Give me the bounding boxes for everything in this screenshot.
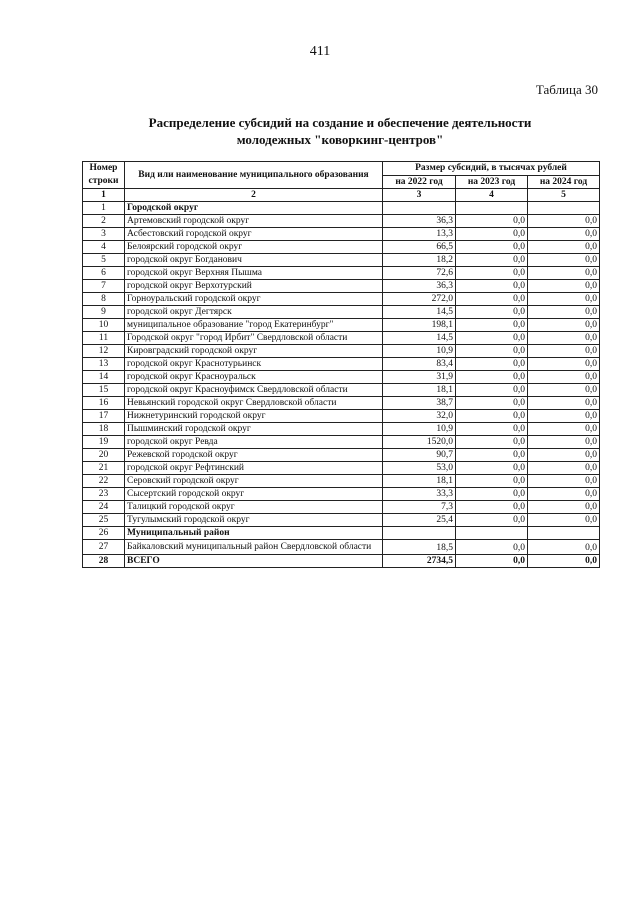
table-row	[83, 423, 600, 436]
value-2024: 0,0	[528, 254, 600, 267]
column-number: 4	[456, 189, 528, 202]
municipality-name: городской округ Верхотурский	[125, 280, 383, 293]
value-2023: 0,0	[456, 228, 528, 241]
value-2022: 36,3	[383, 215, 456, 228]
value-2022: 14,5	[383, 332, 456, 345]
value-2023: 0,0	[456, 358, 528, 371]
empty-cell	[456, 527, 528, 540]
page-number: 411	[309, 44, 331, 59]
row-number: 21	[83, 462, 125, 475]
municipality-name: городской округ Ревда	[125, 436, 383, 449]
column-number-row	[83, 189, 600, 202]
row-number: 19	[83, 436, 125, 449]
value-2023: 0,0	[456, 423, 528, 436]
row-number: 25	[83, 514, 125, 527]
value-2024: 0,0	[528, 514, 600, 527]
value-2022: 18,1	[383, 384, 456, 397]
row-number: 23	[83, 488, 125, 501]
value-2023: 0,0	[456, 332, 528, 345]
value-2023: 0,0	[456, 371, 528, 384]
value-2022: 18,1	[383, 475, 456, 488]
value-2024: 0,0	[528, 501, 600, 514]
column-number: 1	[83, 189, 125, 202]
value-2024: 0,0	[528, 267, 600, 280]
value-2022: 10,9	[383, 345, 456, 358]
value-2024: 0,0	[528, 410, 600, 423]
table-row	[83, 514, 600, 527]
document-title	[60, 114, 620, 148]
municipality-name: муниципальное образование "город Екатеринбург"	[125, 319, 383, 332]
value-2022: 272,0	[383, 293, 456, 306]
value-2024: 0,0	[528, 306, 600, 319]
value-2022: 18,5	[383, 540, 456, 555]
value-2023: 0,0	[456, 215, 528, 228]
value-2023: 0,0	[456, 501, 528, 514]
row-number: 12	[83, 345, 125, 358]
value-2022: 72,6	[383, 267, 456, 280]
municipality-name: городской округ Красноуфимск Свердловской области	[125, 384, 383, 397]
municipality-name: городской округ Богданович	[125, 254, 383, 267]
municipality-name: городской округ Дегтярск	[125, 306, 383, 319]
column-number: 5	[528, 189, 600, 202]
value-2023: 0,0	[456, 436, 528, 449]
municipality-name: Белоярский городской округ	[125, 241, 383, 254]
value-2022: 33,3	[383, 488, 456, 501]
value-2023: 0,0	[456, 475, 528, 488]
header-subsidy: Размер субсидий, в тысячах рублей	[383, 162, 600, 176]
row-number: 14	[83, 371, 125, 384]
table-row	[83, 501, 600, 514]
value-2022: 198,1	[383, 319, 456, 332]
section-name: Муниципальный район	[125, 527, 383, 540]
table-row	[83, 449, 600, 462]
value-2022: 25,4	[383, 514, 456, 527]
value-2024: 0,0	[528, 345, 600, 358]
value-2023: 0,0	[456, 241, 528, 254]
row-number: 6	[83, 267, 125, 280]
value-2023: 0,0	[456, 397, 528, 410]
row-number: 18	[83, 423, 125, 436]
table-row	[83, 241, 600, 254]
municipality-name: городской округ Краснотурьинск	[125, 358, 383, 371]
value-2024: 0,0	[528, 462, 600, 475]
table-row	[83, 384, 600, 397]
row-number: 1	[83, 202, 125, 215]
municipality-name: Артемовский городской округ	[125, 215, 383, 228]
table-row-rayon	[83, 540, 600, 555]
header-name: Вид или наименование муниципального образования	[125, 162, 383, 189]
municipality-name: Режевской городской округ	[125, 449, 383, 462]
section-row-rayon	[83, 527, 600, 540]
table-header	[83, 162, 600, 202]
total-label: ВСЕГО	[125, 555, 383, 568]
value-2024: 0,0	[528, 423, 600, 436]
municipality-name: городской округ Рефтинский	[125, 462, 383, 475]
table-row	[83, 306, 600, 319]
value-2022: 7,3	[383, 501, 456, 514]
value-2023: 0,0	[456, 267, 528, 280]
table-row	[83, 488, 600, 501]
municipality-name: городской округ Верхняя Пышма	[125, 267, 383, 280]
municipality-name: городской округ Красноуральск	[125, 371, 383, 384]
municipality-name: Городской округ "город Ирбит" Свердловской области	[125, 332, 383, 345]
empty-cell	[528, 527, 600, 540]
municipality-name: Невьянский городской округ Свердловской области	[125, 397, 383, 410]
table-row	[83, 293, 600, 306]
municipality-name: Байкаловский муниципальный район Свердловской области	[125, 540, 383, 555]
value-2023: 0,0	[456, 410, 528, 423]
municipality-name: Пышминский городской округ	[125, 423, 383, 436]
value-2024: 0,0	[528, 332, 600, 345]
value-2024: 0,0	[528, 397, 600, 410]
subsidy-table	[82, 161, 600, 568]
value-2024: 0,0	[528, 475, 600, 488]
value-2022: 66,5	[383, 241, 456, 254]
value-2024: 0,0	[528, 540, 600, 555]
value-2022: 1520,0	[383, 436, 456, 449]
value-2024: 0,0	[528, 488, 600, 501]
total-2023: 0,0	[456, 555, 528, 568]
total-2022: 2734,5	[383, 555, 456, 568]
table-row	[83, 319, 600, 332]
municipality-name: Горноуральский городской округ	[125, 293, 383, 306]
row-number: 8	[83, 293, 125, 306]
row-number: 9	[83, 306, 125, 319]
table-row	[83, 371, 600, 384]
empty-cell	[383, 527, 456, 540]
municipality-name: Асбестовский городской округ	[125, 228, 383, 241]
row-number: 17	[83, 410, 125, 423]
table-row	[83, 358, 600, 371]
column-number: 3	[383, 189, 456, 202]
municipality-name: Тугулымский городской округ	[125, 514, 383, 527]
row-number: 3	[83, 228, 125, 241]
value-2022: 53,0	[383, 462, 456, 475]
column-number: 2	[125, 189, 383, 202]
value-2023: 0,0	[456, 514, 528, 527]
value-2023: 0,0	[456, 462, 528, 475]
value-2023: 0,0	[456, 540, 528, 555]
value-2024: 0,0	[528, 436, 600, 449]
value-2023: 0,0	[456, 293, 528, 306]
table-row	[83, 228, 600, 241]
value-2023: 0,0	[456, 488, 528, 501]
municipality-name: Талицкий городской округ	[125, 501, 383, 514]
value-2022: 90,7	[383, 449, 456, 462]
value-2024: 0,0	[528, 371, 600, 384]
row-number: 24	[83, 501, 125, 514]
total-2024: 0,0	[528, 555, 600, 568]
value-2024: 0,0	[528, 293, 600, 306]
table-row	[83, 475, 600, 488]
value-2023: 0,0	[456, 306, 528, 319]
table-row	[83, 332, 600, 345]
row-number: 15	[83, 384, 125, 397]
table-label: Таблица 30	[535, 82, 598, 97]
value-2022: 13,3	[383, 228, 456, 241]
table-row	[83, 410, 600, 423]
table-body	[83, 202, 600, 568]
row-number: 28	[83, 555, 125, 568]
empty-cell	[528, 202, 600, 215]
header-2024: на 2024 год	[528, 175, 600, 189]
value-2022: 36,3	[383, 280, 456, 293]
value-2024: 0,0	[528, 358, 600, 371]
header-2023: на 2023 год	[456, 175, 528, 189]
municipality-name: Нижнетуринский городской округ	[125, 410, 383, 423]
row-number: 7	[83, 280, 125, 293]
municipality-name: Кировградский городской округ	[125, 345, 383, 358]
row-number: 5	[83, 254, 125, 267]
value-2024: 0,0	[528, 241, 600, 254]
title-line-2: молодежных "коворкинг-центров"	[236, 132, 444, 147]
value-2023: 0,0	[456, 319, 528, 332]
row-number: 13	[83, 358, 125, 371]
value-2023: 0,0	[456, 254, 528, 267]
municipality-name: Серовский городской округ	[125, 475, 383, 488]
value-2023: 0,0	[456, 449, 528, 462]
row-number: 27	[83, 540, 125, 555]
value-2022: 18,2	[383, 254, 456, 267]
table-row	[83, 345, 600, 358]
value-2022: 38,7	[383, 397, 456, 410]
row-number: 20	[83, 449, 125, 462]
title-line-1: Распределение субсидий на создание и обеспечение деятельности	[148, 115, 532, 130]
header-2022: на 2022 год	[383, 175, 456, 189]
table-row	[83, 436, 600, 449]
section-row-okrug	[83, 202, 600, 215]
row-number: 16	[83, 397, 125, 410]
empty-cell	[383, 202, 456, 215]
row-number: 22	[83, 475, 125, 488]
total-row	[83, 555, 600, 568]
value-2023: 0,0	[456, 280, 528, 293]
value-2022: 83,4	[383, 358, 456, 371]
value-2024: 0,0	[528, 215, 600, 228]
value-2022: 14,5	[383, 306, 456, 319]
row-number: 10	[83, 319, 125, 332]
municipality-name: Сысертский городской округ	[125, 488, 383, 501]
row-number: 11	[83, 332, 125, 345]
row-number: 26	[83, 527, 125, 540]
table-row	[83, 280, 600, 293]
value-2022: 31,9	[383, 371, 456, 384]
table-row	[83, 254, 600, 267]
value-2023: 0,0	[456, 384, 528, 397]
table-row	[83, 462, 600, 475]
table-row	[83, 397, 600, 410]
value-2024: 0,0	[528, 280, 600, 293]
value-2022: 10,9	[383, 423, 456, 436]
value-2024: 0,0	[528, 319, 600, 332]
row-number: 4	[83, 241, 125, 254]
value-2024: 0,0	[528, 228, 600, 241]
table-row	[83, 267, 600, 280]
empty-cell	[456, 202, 528, 215]
value-2023: 0,0	[456, 345, 528, 358]
value-2024: 0,0	[528, 449, 600, 462]
table-row	[83, 215, 600, 228]
value-2024: 0,0	[528, 384, 600, 397]
value-2022: 32,0	[383, 410, 456, 423]
section-name: Городской округ	[125, 202, 383, 215]
row-number: 2	[83, 215, 125, 228]
header-row-number: Номер строки	[83, 162, 125, 189]
